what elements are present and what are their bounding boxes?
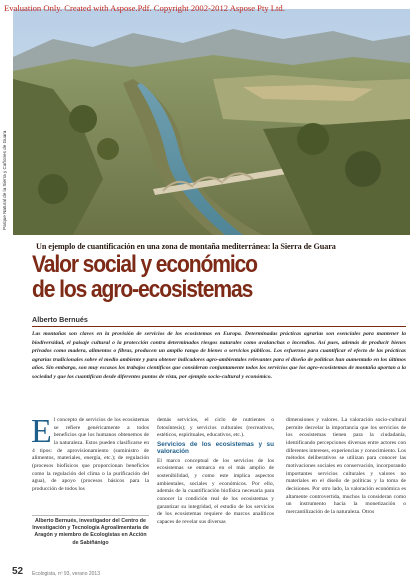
publication-footer: Ecologista, nº 93, verano 2013: [32, 571, 100, 577]
column-1-text: l concepto de servicios de los ecosistemas se refiere genéricamente a todos beneficios que los humanos obtenemos de la naturaleza. Estos pueden clasificarse en 4 tipos: de aprovisionamiento (suministro de alimentos, materiales, energía, etc.); de regulación (procesos biofísicos que proporcionan beneficios como la regulación del clima o la purificación del agua), de apoyo (procesos básicos para la producción de todos los: [32, 417, 149, 492]
column-3: [286, 417, 406, 517]
column-2-text-top: demás servicios, el ciclo de nutrientes o fotosíntesis); y servicios culturales (recreativos, estéticos, espirituales, educativos, etc.).: [157, 417, 274, 439]
column-2: [157, 417, 274, 527]
column-3-text: dimensiones y valores. La valoración socio-cultural permite desvelar la importancia que los servicios de los ecosistemas tienen para la ciudadanía, identificando percepciones diversas entre actores con diferentes intereses, experiencias y conocimiento. Los métodos deliberativos se utilizan para conocer las motivaciones sociales en conservación, incorporando importantes servicios culturales y valores no materiales en el diseño de políticas y la toma de decisiones. Por otro lado, la valoración económica es altamente controvertida, muchos la consideran como un instrumento hacia la monetización o mercantilización de la naturaleza. Otros: [286, 417, 406, 515]
section-subhead: Servicios de los ecosistemas y su valoración: [157, 440, 274, 456]
divider: [32, 326, 406, 327]
column-2-text-bottom: El marco conceptual de los servicios de los ecosistemas se enmarca en el más amplio de sostenibilidad, y como este implica aspectos ambientales, sociales y económicos. Por ello, además de la cuantificación biofísica necesaria para conocer la condición real de los ecosistemas y garantizar su integridad, el estudio de los servicios de los ecosistemas requiere de marcos analíticos capaces de revelar sus diversas: [157, 457, 274, 526]
byline-divider: [32, 515, 149, 516]
drop-cap: E: [31, 413, 52, 450]
author-name: Alberto Bernués: [32, 315, 88, 324]
article-kicker: Un ejemplo de cuantificación en una zona de montaña mediterránea: la Sierra de Guara: [36, 242, 336, 251]
page-number: 52: [12, 566, 24, 577]
evaluation-watermark: Evaluation Only. Created with Aspose.Pdf. Copyright 2002-2012 Aspose Pty Ltd.: [4, 3, 285, 13]
article-abstract: Las montañas son claves en la provisión de servicios de los ecosistemas en Europa. Determinadas prácticas agrarias son esenciales para mantener la biodiversidad, el paisaje cultural o la protección contra determinados riesgos naturales como avalanchas o incendios. Así pues, además de producir bienes privados como madera, alimentos o fibras, producen un amplio rango de bienes o servicios públicos. Los esfuerzos para cuantificar el efecto de las prácticas agrarias tradicionales sobre el medio ambiente y para obtener indicadores agro-ambientales relevantes para el diseño de políticas han aumentado en los últimos años. Sin embargo, son muy escasos los trabajos científicos que consideran conjuntamente todos los servicios que los agro-ecosistemas de montaña aportan a la sociedad y que los cuantifican desde diferentes puntos de vista, por ejemplo socio-cultural y económico.: [32, 331, 406, 380]
article-title: [32, 252, 350, 302]
title-line-2: de los agro-ecosistemas: [32, 276, 253, 303]
photo-credit: Parque Natural de la Sierra y Cañones de Guara: [2, 130, 7, 230]
author-byline: Alberto Bernués, investigador del Centro de Investigación y Tecnología Agroalimentaria de Aragón y miembro de Ecologistas en Acción de Sabiñánigo: [32, 518, 149, 546]
landscape-photo: [13, 9, 410, 235]
column-1: [31, 413, 149, 494]
title-line-1: Valor social y económico: [32, 251, 257, 278]
